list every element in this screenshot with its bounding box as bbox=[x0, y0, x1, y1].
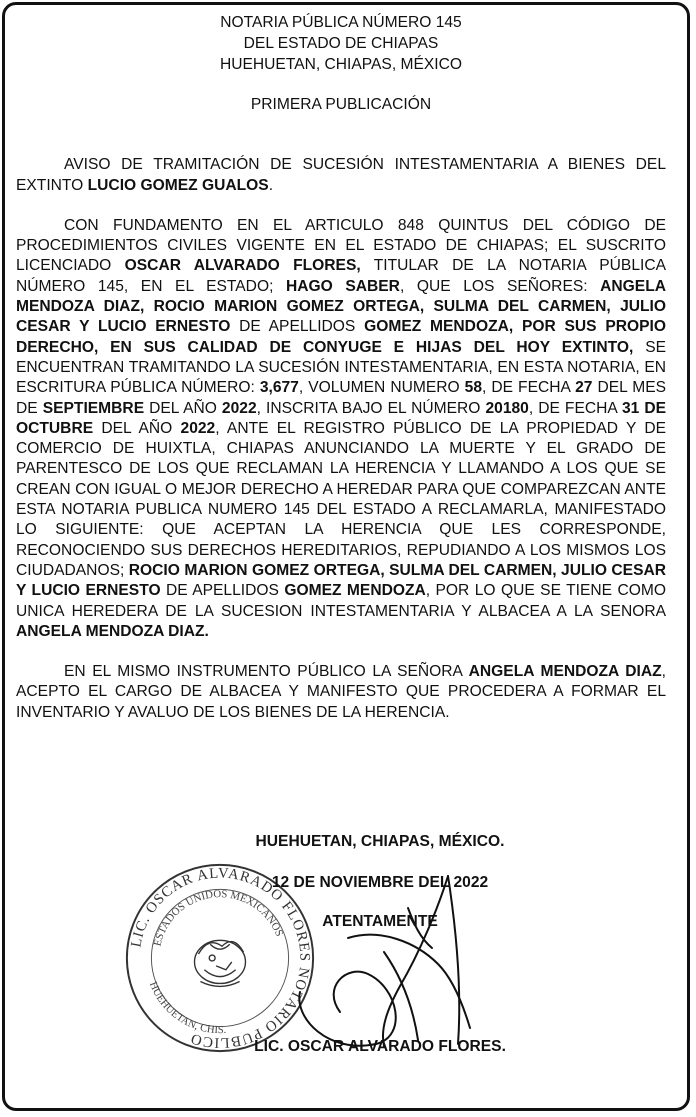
body-bold: OSCAR ALVARADO FLORES, bbox=[124, 257, 361, 275]
body-text: DEL AÑO bbox=[144, 399, 222, 417]
body-text: , POR LO QUE SE TIENE COMO UNICA HEREDERA DE LA SUCESION INTESTAMENTARIA Y ALBACEA A LA SENORA bbox=[16, 582, 666, 620]
body-bold: HAGO SABER bbox=[285, 277, 400, 295]
body-bold: SEPTIEMBRE bbox=[42, 399, 145, 417]
header-line-state: DEL ESTADO DE CHIAPAS bbox=[243, 35, 439, 52]
seal-inner-text: ESTADOS UNIDOS MEXICANOS bbox=[151, 888, 286, 948]
body-bold: ANGELA MENDOZA DIAZ, ROCIO MARION GOMEZ ORTEGA, SULMA DEL CARMEN, JULIO CESAR Y LUCIO ERNESTO bbox=[16, 277, 666, 336]
notice-document bbox=[16, 12, 666, 723]
main-paragraph bbox=[16, 216, 666, 642]
body-text: , DE FECHA bbox=[528, 399, 622, 417]
eagle-emblem-icon bbox=[195, 940, 246, 986]
deceased-name: LUCIO GOMEZ GUALOS bbox=[87, 176, 269, 194]
body-bold: 2022 bbox=[221, 399, 257, 417]
body-bold: 58 bbox=[464, 379, 483, 397]
body-text: DE APELLIDOS bbox=[160, 582, 285, 600]
header-line-location: HUEHUETAN, CHIAPAS, MÉXICO bbox=[219, 56, 463, 73]
aviso-text: AVISO DE TRAMITACIÓN DE SUCESIÓN INTESTAMENTARIA A BIENES DEL EXTINTO bbox=[16, 156, 666, 194]
signer-name: LIC. OSCAR ALVARADO FLORES. bbox=[254, 1038, 506, 1055]
body-text: DEL MES DE bbox=[16, 379, 667, 417]
second-text: , ACEPTO EL CARGO DE ALBACEA Y MANIFESTO QUE PROCEDERA A FORMAR EL INVENTARIO Y AVALUO DE LOS BIENES DE LA HERENCIA. bbox=[16, 663, 666, 721]
body-text: , ANTE EL REGISTRO PÚBLICO DE LA PROPIEDAD Y DE COMERCIO DE HUIXTLA, CHIAPAS ANUNCIANDO LA MUERTE Y EL GRADO DE PARENTESCO DE LOS QUE RECLAMAN LA HERENCIA Y LLAMANDO A LOS QUE SE CREAN CON IGUAL O MEJOR DERECHO A HEREDAR PARA QUE COMPAREZCAN ANTE ESTA NOTARIA PUBLICA NUMERO 145 DEL ESTADO A RECLAMARLA, MANIFESTADO LO SIGUIENTE: QUE ACEPTAN LA HERENCIA QUE LES CORRESPONDE, RECONOCIENDO SUS DERECHOS HEREDITARIOS, REPUDIANDO A LOS MISMOS LOS CIUDADANOS; bbox=[16, 419, 667, 579]
body-bold: 3,677 bbox=[259, 379, 299, 397]
notary-header bbox=[16, 12, 666, 75]
body-text: , QUE LOS SEÑORES: bbox=[399, 277, 601, 295]
body-bold: ROCIO MARION GOMEZ ORTEGA, SULMA DEL CARMEN, JULIO CESAR Y LUCIO ERNESTO bbox=[16, 561, 667, 600]
publication-label: PRIMERA PUBLICACIÓN bbox=[250, 96, 432, 113]
body-text: TITULAR DE LA NOTARIA PÚBLICA NÚMERO 145, EN EL ESTADO; bbox=[16, 257, 666, 295]
body-text: , DE FECHA bbox=[482, 379, 576, 397]
body-text: DE APELLIDOS bbox=[230, 318, 365, 336]
body-bold: ANGELA MENDOZA DIAZ. bbox=[16, 622, 209, 640]
closing-salutation: ATENTAMENTE bbox=[322, 913, 438, 930]
seal-outer-text: LIC. OSCAR ALVARADO FLORES NOTARIO PUBLICO bbox=[128, 865, 313, 1051]
second-paragraph bbox=[16, 662, 666, 723]
handwritten-signature bbox=[288, 868, 488, 1068]
body-text: CON FUNDAMENTO EN EL ARTICULO 848 QUINTUS DEL CÓDIGO DE PROCEDIMIENTOS CIVILES VIGENTE EN EL ESTADO DE CHIAPAS; EL SUSCRITO LICENCIADO bbox=[16, 216, 666, 275]
header-line-notary: NOTARIA PÚBLICA NÚMERO 145 bbox=[220, 14, 462, 31]
body-bold: GOMEZ MENDOZA, POR SUS PROPIO DERECHO, EN SUS CALIDAD DE CONYUGE E HIJAS DEL HOY EXTINTO, bbox=[16, 318, 666, 356]
closing-place: HUEHUETAN, CHIAPAS, MÉXICO. bbox=[255, 833, 505, 850]
body-bold: 31 DE OCTUBRE bbox=[16, 399, 667, 437]
body-text: , VOLUMEN NUMERO bbox=[298, 379, 465, 397]
seal-bottom-text: HUEHUETAN, CHIS. bbox=[146, 979, 227, 1037]
second-text: EN EL MISMO INSTRUMENTO PÚBLICO LA SEÑORA bbox=[64, 663, 469, 681]
body-bold: GOMEZ MENDOZA bbox=[284, 582, 426, 600]
closing-date: 12 DE NOVIEMBRE DEL 2022 bbox=[271, 874, 489, 891]
body-text: DEL AÑO bbox=[93, 419, 181, 437]
body-bold: 27 bbox=[575, 379, 593, 397]
body-text: , INSCRITA BAJO EL NÚMERO bbox=[256, 399, 486, 417]
second-bold: ANGELA MENDOZA DIAZ bbox=[468, 663, 662, 681]
aviso-paragraph bbox=[16, 155, 666, 196]
body-bold: 20180 bbox=[485, 399, 529, 417]
body-bold: 2022 bbox=[180, 419, 216, 437]
body-text: SE ENCUENTRAN TRAMITANDO LA SUCESIÓN INTESTAMENTARIA, EN ESTA NOTARIA, EN ESCRITURA PÚBLICA NÚMERO: bbox=[16, 338, 666, 397]
aviso-end: . bbox=[268, 176, 274, 194]
